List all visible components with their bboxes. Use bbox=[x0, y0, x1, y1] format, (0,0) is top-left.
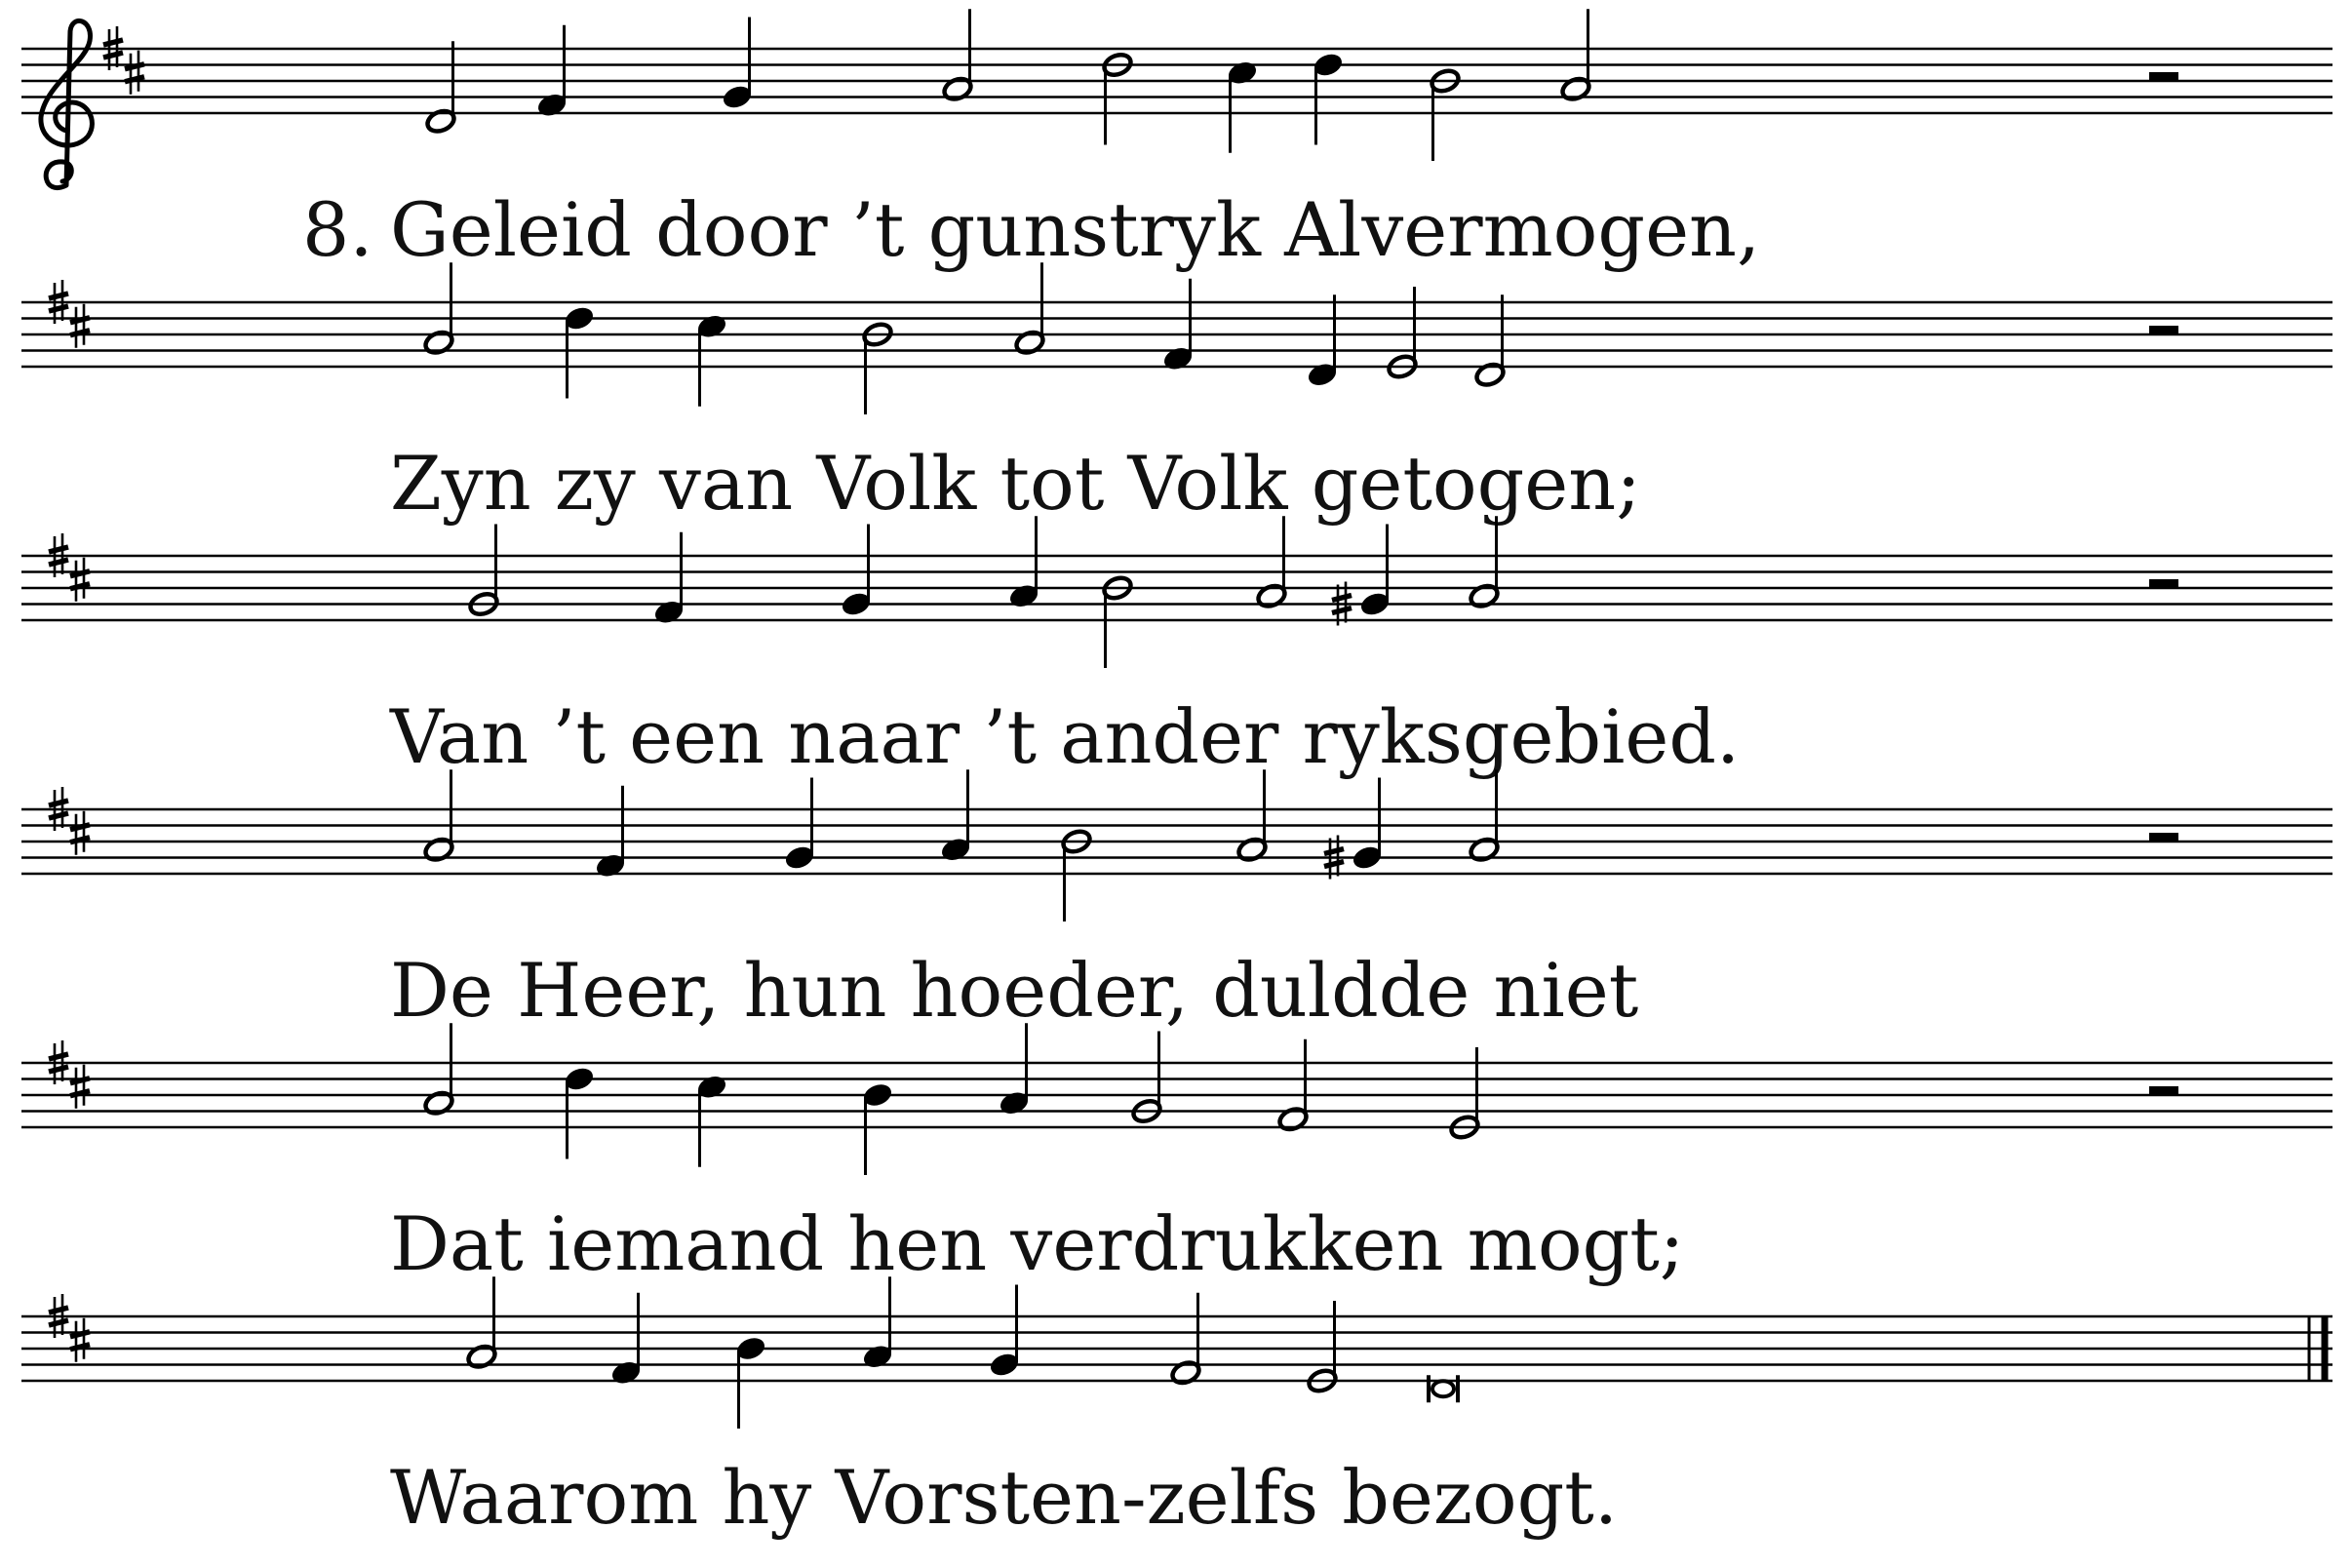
note bbox=[1332, 525, 1392, 626]
note bbox=[422, 1023, 454, 1117]
note bbox=[422, 769, 454, 863]
half-rest-icon bbox=[2149, 579, 2178, 588]
note bbox=[1235, 769, 1268, 863]
lyric-line: Waarom hy Vorsten-zelfs bezogt. bbox=[390, 1454, 1619, 1541]
staff-system bbox=[21, 262, 2332, 527]
key-signature-sharp-c-icon bbox=[125, 51, 144, 95]
note bbox=[1473, 294, 1506, 388]
sharp-bar bbox=[1332, 608, 1352, 613]
key-signature-sharp-c-icon bbox=[70, 1318, 90, 1362]
note bbox=[1306, 294, 1338, 388]
sharp-bar bbox=[1324, 849, 1344, 854]
half-rest-icon bbox=[2149, 72, 2178, 81]
staff-lines bbox=[21, 809, 2332, 874]
sharp-bar bbox=[49, 306, 68, 311]
lyric-line: Geleid door ’t gunstryk Alvermogen, bbox=[390, 186, 1761, 273]
sharp-bar bbox=[49, 801, 68, 805]
key-signature-sharp-c-icon bbox=[70, 811, 90, 855]
staff-lines bbox=[21, 1063, 2332, 1127]
note bbox=[1013, 262, 1045, 356]
half-rest-icon bbox=[2149, 1086, 2178, 1095]
sharp-bar bbox=[49, 560, 68, 565]
note bbox=[939, 769, 971, 863]
note bbox=[941, 9, 973, 102]
note bbox=[1161, 279, 1194, 372]
sharp-bar bbox=[103, 53, 123, 58]
key-signature-sharp-c-icon bbox=[70, 558, 90, 602]
key-signature-sharp-c-icon bbox=[70, 1065, 90, 1109]
note bbox=[695, 313, 727, 407]
note bbox=[1468, 769, 1500, 863]
staff-system bbox=[21, 1276, 2332, 1541]
staff-lines bbox=[21, 1316, 2332, 1381]
note bbox=[1226, 59, 1258, 153]
sharp-bar bbox=[49, 294, 68, 298]
note bbox=[695, 1074, 727, 1167]
sharp-bar bbox=[49, 813, 68, 818]
note bbox=[1276, 1039, 1309, 1133]
note bbox=[1429, 1375, 1458, 1402]
staff-system bbox=[21, 1023, 2332, 1287]
lyric-line: Zyn zy van Volk tot Volk getogen; bbox=[390, 440, 1641, 527]
sharp-bar bbox=[49, 1067, 68, 1072]
note bbox=[998, 1023, 1030, 1117]
sharp-bar bbox=[49, 1308, 68, 1313]
half-rest-icon bbox=[2149, 833, 2178, 842]
sharp-bar bbox=[49, 1054, 68, 1059]
note bbox=[861, 1276, 893, 1370]
staff-system bbox=[21, 516, 2332, 780]
note bbox=[1324, 778, 1384, 880]
staff-lines bbox=[21, 556, 2332, 620]
note bbox=[1169, 1293, 1201, 1387]
sharp-bar bbox=[103, 40, 123, 45]
staff-system bbox=[21, 769, 2332, 1034]
note bbox=[1468, 516, 1500, 609]
sharp-bar bbox=[49, 1320, 68, 1325]
note bbox=[1559, 9, 1591, 102]
half-rest-icon bbox=[2149, 326, 2178, 334]
staff-lines bbox=[21, 49, 2332, 113]
note bbox=[609, 1293, 642, 1387]
sharp-bar bbox=[49, 547, 68, 552]
note bbox=[594, 786, 626, 880]
note bbox=[422, 262, 454, 356]
staff-system bbox=[21, 9, 2332, 273]
sharp-bar bbox=[1324, 862, 1344, 867]
note bbox=[424, 41, 456, 135]
note bbox=[465, 1276, 497, 1370]
note bbox=[1255, 516, 1287, 609]
lyric-line: Van ’t een naar ’t ander ryksgebied. bbox=[390, 693, 1741, 780]
breve-notehead bbox=[1432, 1381, 1454, 1396]
key-signature-sharp-c-icon bbox=[70, 304, 90, 348]
note bbox=[535, 25, 568, 119]
sharp-bar bbox=[1332, 596, 1352, 601]
note bbox=[652, 532, 685, 626]
treble-clef-icon bbox=[41, 20, 93, 187]
verse-number: 8. bbox=[302, 186, 373, 273]
note bbox=[1007, 516, 1039, 609]
lyric-line: De Heer, hun hoeder, duldde niet bbox=[390, 947, 1639, 1034]
lyric-line: Dat iemand hen verdrukken mogt; bbox=[390, 1200, 1685, 1287]
